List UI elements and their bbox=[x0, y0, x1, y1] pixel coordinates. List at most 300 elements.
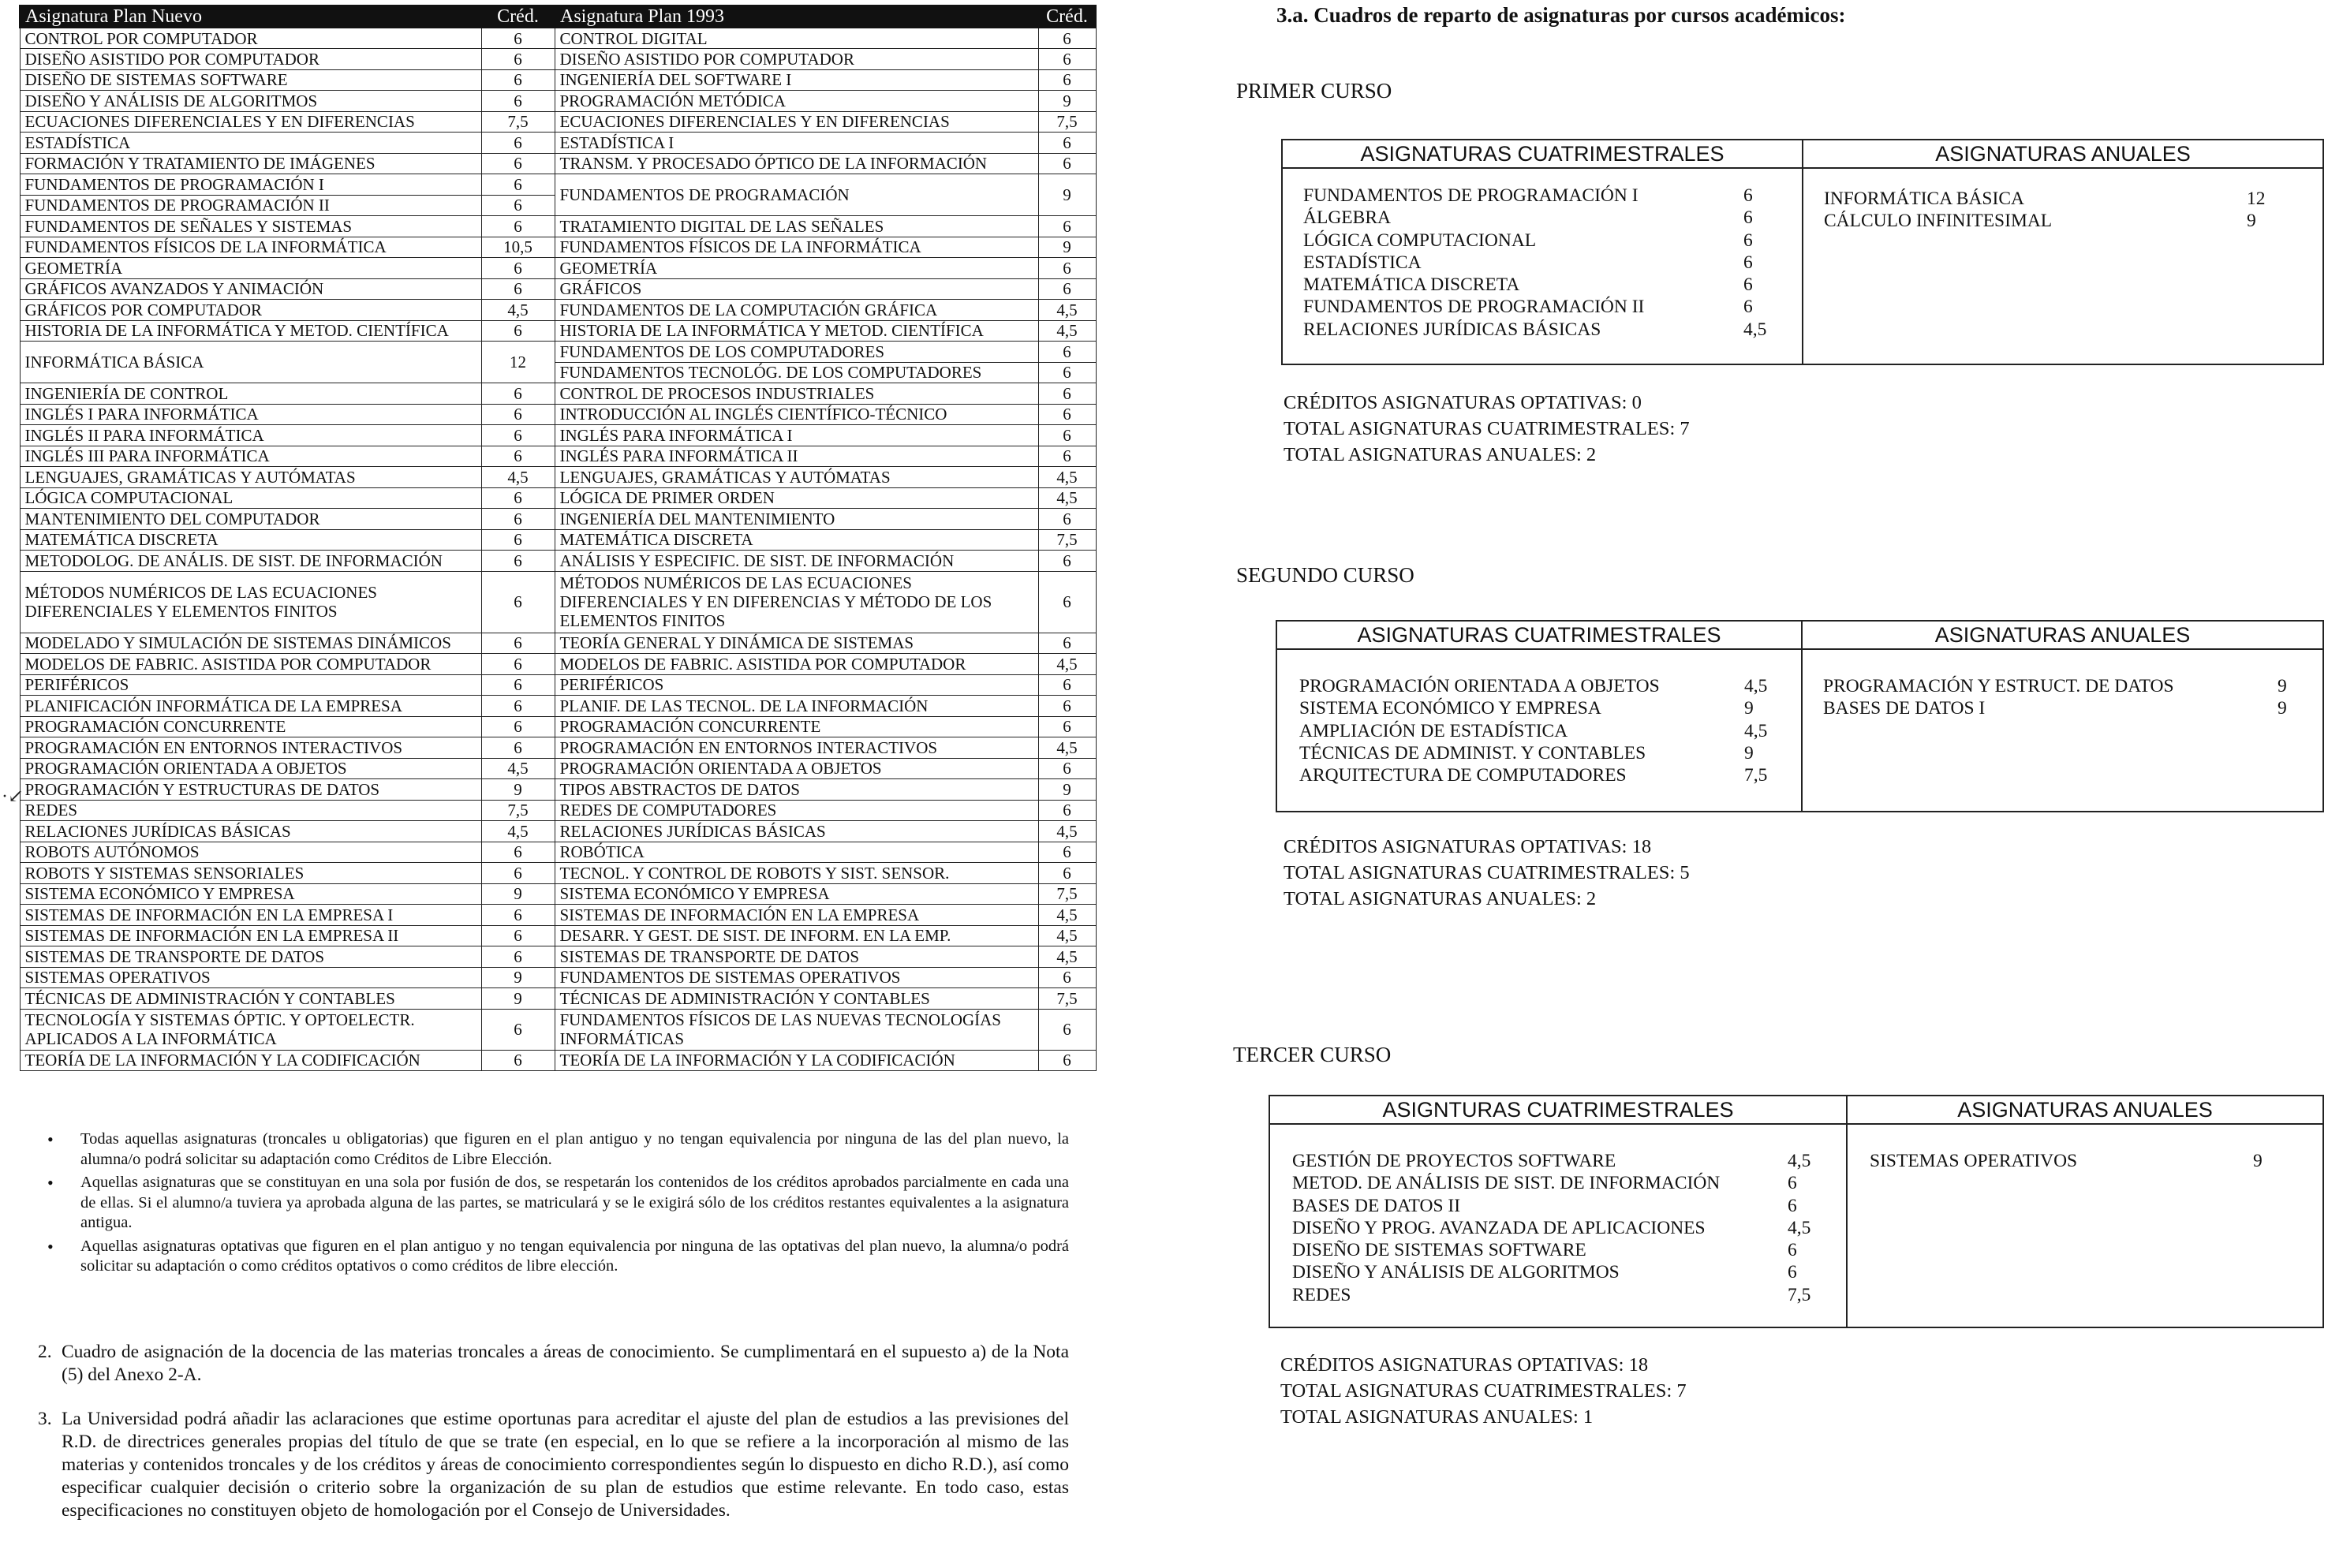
table-row bbox=[20, 863, 1096, 884]
old-subject-cell: PERIFÉRICOS bbox=[555, 674, 1038, 696]
new-subject-cell: SISTEMAS OPERATIVOS bbox=[20, 967, 481, 988]
table-row bbox=[20, 925, 1096, 946]
old-credits-cell: 4,5 bbox=[1038, 821, 1096, 842]
new-subject-cell: GEOMETRÍA bbox=[20, 258, 481, 279]
new-subject-cell: HISTORIA DE LA INFORMÁTICA Y METOD. CIENTÍFICA bbox=[20, 320, 481, 342]
cuatrimestral-header: ASIGNTURAS CUATRIMESTRALES bbox=[1270, 1096, 1846, 1125]
subject-item bbox=[1299, 742, 1754, 764]
old-subject-cell: GEOMETRÍA bbox=[555, 258, 1038, 279]
note-bullet: • Aquellas asignaturas optativas que figuren en el plan antiguo y no tengan equivalencia por ninguna de las optativas del plan nuevo, la alumna/o podrá solicitar su adaptación o como créditos optativos o como créditos de libre elección. bbox=[47, 1237, 1069, 1277]
new-credits-cell: 6 bbox=[481, 278, 555, 300]
header-old-credits: Créd. bbox=[1038, 6, 1096, 28]
old-credits-cell: 7,5 bbox=[1038, 111, 1096, 133]
old-subject-cell: INGLÉS PARA INFORMÁTICA II bbox=[555, 446, 1038, 467]
subject-name: ARQUITECTURA DE COMPUTADORES bbox=[1299, 765, 1627, 786]
old-credits-cell: 6 bbox=[1038, 446, 1096, 467]
old-credits-cell: 9 bbox=[1038, 237, 1096, 258]
subject-credits: 6 bbox=[1743, 230, 1753, 251]
table-row bbox=[20, 654, 1096, 675]
subject-credits: 4,5 bbox=[1788, 1217, 1811, 1238]
new-credits-cell: 6 bbox=[481, 674, 555, 696]
new-subject-cell: SISTEMAS DE TRANSPORTE DE DATOS bbox=[20, 946, 481, 968]
table-row bbox=[20, 320, 1096, 342]
old-credits-cell: 6 bbox=[1038, 133, 1096, 154]
new-credits-cell: 6 bbox=[481, 91, 555, 112]
anual-list bbox=[1824, 188, 2266, 233]
table-row bbox=[20, 216, 1096, 237]
old-credits-cell: 6 bbox=[1038, 674, 1096, 696]
old-subject-cell: TÉCNICAS DE ADMINISTRACIÓN Y CONTABLES bbox=[555, 988, 1038, 1010]
old-credits-cell: 6 bbox=[1038, 153, 1096, 174]
old-subject-cell: SISTEMA ECONÓMICO Y EMPRESA bbox=[555, 883, 1038, 905]
new-credits-cell: 6 bbox=[481, 1009, 555, 1050]
subject-item bbox=[1303, 274, 1753, 296]
new-subject-cell: FUNDAMENTOS DE PROGRAMACIÓN II bbox=[20, 195, 481, 216]
old-subject-cell: INGENIERÍA DEL SOFTWARE I bbox=[555, 69, 1038, 91]
table-row bbox=[20, 487, 1096, 509]
anual-header: ASIGNATURAS ANUALES bbox=[1803, 622, 2322, 650]
new-subject-cell: ROBOTS Y SISTEMAS SENSORIALES bbox=[20, 863, 481, 884]
new-credits-cell: 6 bbox=[481, 925, 555, 946]
new-credits-cell: 4,5 bbox=[481, 758, 555, 779]
table-row bbox=[20, 91, 1096, 112]
table-row bbox=[20, 467, 1096, 488]
table-row bbox=[20, 967, 1096, 988]
subject-name: PROGRAMACIÓN ORIENTADA A OBJETOS bbox=[1299, 676, 1660, 696]
new-credits-cell: 6 bbox=[481, 383, 555, 405]
new-subject-cell: CONTROL POR COMPUTADOR bbox=[20, 28, 481, 49]
table-row bbox=[20, 1050, 1096, 1071]
subject-name: BASES DE DATOS II bbox=[1292, 1195, 1461, 1216]
total-line: TOTAL ASIGNATURAS ANUALES: 1 bbox=[1280, 1406, 1594, 1428]
subject-credits: 4,5 bbox=[1744, 676, 1768, 696]
subject-credits: 6 bbox=[1788, 1240, 1797, 1261]
new-subject-cell: INGLÉS III PARA INFORMÁTICA bbox=[20, 446, 481, 467]
subject-name: DISEÑO Y PROG. AVANZADA DE APLICACIONES bbox=[1292, 1217, 1706, 1238]
anual-list bbox=[1823, 675, 2287, 720]
old-credits-cell: 4,5 bbox=[1038, 320, 1096, 342]
old-credits-cell: 6 bbox=[1038, 633, 1096, 654]
course-totals bbox=[1280, 1352, 1687, 1430]
table-row bbox=[20, 28, 1096, 49]
courses-heading: 3.a. Cuadros de reparto de asignaturas por cursos académicos: bbox=[1276, 3, 1846, 27]
old-credits-cell: 9 bbox=[1038, 174, 1096, 216]
subject-credits: 6 bbox=[1743, 185, 1753, 206]
old-credits-cell: 6 bbox=[1038, 216, 1096, 237]
new-subject-cell: INGLÉS II PARA INFORMÁTICA bbox=[20, 425, 481, 446]
old-credits-cell: 6 bbox=[1038, 383, 1096, 405]
new-subject-cell: MANTENIMIENTO DEL COMPUTADOR bbox=[20, 509, 481, 530]
old-credits-cell: 4,5 bbox=[1038, 300, 1096, 321]
table-row bbox=[20, 883, 1096, 905]
header-new-credits: Créd. bbox=[481, 6, 555, 28]
new-subject-cell: LENGUAJES, GRAMÁTICAS Y AUTÓMATAS bbox=[20, 467, 481, 488]
new-credits-cell: 6 bbox=[481, 404, 555, 425]
subject-name: BASES DE DATOS I bbox=[1823, 698, 1986, 719]
cuatrimestral-list bbox=[1299, 675, 1768, 786]
new-credits-cell: 6 bbox=[481, 551, 555, 572]
table-row bbox=[20, 237, 1096, 258]
table-row bbox=[20, 716, 1096, 737]
old-subject-cell: CONTROL DIGITAL bbox=[555, 28, 1038, 49]
cuatrimestral-list bbox=[1303, 185, 1767, 341]
table-header-row bbox=[20, 6, 1096, 28]
subject-name: GESTIÓN DE PROYECTOS SOFTWARE bbox=[1292, 1151, 1616, 1171]
new-subject-cell: PROGRAMACIÓN CONCURRENTE bbox=[20, 716, 481, 737]
table-row bbox=[20, 529, 1096, 551]
old-subject-cell: ANÁLISIS Y ESPECIFIC. DE SIST. DE INFORMACIÓN bbox=[555, 551, 1038, 572]
old-subject-cell: HISTORIA DE LA INFORMÁTICA Y METOD. CIENTÍFICA bbox=[555, 320, 1038, 342]
table-row bbox=[20, 425, 1096, 446]
new-subject-cell: ROBOTS AUTÓNOMOS bbox=[20, 842, 481, 863]
subject-item bbox=[1303, 185, 1753, 207]
course-box-segundo bbox=[1276, 620, 2324, 812]
table-row bbox=[20, 258, 1096, 279]
new-subject-cell: INGENIERÍA DE CONTROL bbox=[20, 383, 481, 405]
new-credits-cell: 6 bbox=[481, 863, 555, 884]
new-subject-cell: RELACIONES JURÍDICAS BÁSICAS bbox=[20, 821, 481, 842]
new-subject-cell: MODELADO Y SIMULACIÓN DE SISTEMAS DINÁMICOS bbox=[20, 633, 481, 654]
new-credits-cell: 9 bbox=[481, 883, 555, 905]
new-credits-cell: 9 bbox=[481, 967, 555, 988]
new-credits-cell: 6 bbox=[481, 69, 555, 91]
table-row bbox=[20, 342, 1096, 363]
subject-credits: 7,5 bbox=[1788, 1284, 1811, 1305]
old-subject-cell: DISEÑO ASISTIDO POR COMPUTADOR bbox=[555, 49, 1038, 70]
cuatrimestral-column bbox=[1270, 1096, 1846, 1327]
old-credits-cell: 9 bbox=[1038, 779, 1096, 801]
old-credits-cell: 6 bbox=[1038, 278, 1096, 300]
subject-item bbox=[1292, 1195, 1797, 1217]
subject-credits: 4,5 bbox=[1743, 319, 1767, 340]
old-subject-cell: TRATAMIENTO DIGITAL DE LAS SEÑALES bbox=[555, 216, 1038, 237]
old-subject-cell: MODELOS DE FABRIC. ASISTIDA POR COMPUTADOR bbox=[555, 654, 1038, 675]
margin-arrow-mark: ·↙ bbox=[2, 786, 24, 807]
old-credits-cell: 4,5 bbox=[1038, 905, 1096, 926]
table-row bbox=[20, 821, 1096, 842]
new-subject-cell: FUNDAMENTOS DE PROGRAMACIÓN I bbox=[20, 174, 481, 196]
anual-header: ASIGNATURAS ANUALES bbox=[1803, 140, 2322, 169]
new-subject-cell: DISEÑO ASISTIDO POR COMPUTADOR bbox=[20, 49, 481, 70]
subject-name: CÁLCULO INFINITESIMAL bbox=[1824, 211, 2053, 232]
subject-credits: 4,5 bbox=[1788, 1151, 1811, 1171]
table-row bbox=[20, 571, 1096, 633]
old-subject-cell: FUNDAMENTOS FÍSICOS DE LAS NUEVAS TECNOLOGÍAS INFORMÁTICAS bbox=[555, 1009, 1038, 1050]
old-credits-cell: 4,5 bbox=[1038, 467, 1096, 488]
table-row bbox=[20, 383, 1096, 405]
subject-name: PROGRAMACIÓN Y ESTRUCT. DE DATOS bbox=[1823, 676, 2174, 696]
header-old-subject: Asignatura Plan 1993 bbox=[555, 6, 1038, 28]
course-title: PRIMER CURSO bbox=[1236, 79, 1392, 103]
course-box-tercer bbox=[1269, 1095, 2324, 1328]
subject-name: RELACIONES JURÍDICAS BÁSICAS bbox=[1303, 319, 1601, 340]
note-text: Cuadro de asignación de la docencia de las materias troncales a áreas de conocimiento. Se cumplimentará en el supuesto a) de la Nota (5) del Anexo 2-A. bbox=[62, 1342, 1069, 1385]
old-subject-cell: FUNDAMENTOS DE SISTEMAS OPERATIVOS bbox=[555, 967, 1038, 988]
new-credits-cell: 4,5 bbox=[481, 821, 555, 842]
subject-name: DISEÑO Y ANÁLISIS DE ALGORITMOS bbox=[1292, 1262, 1620, 1283]
old-credits-cell: 6 bbox=[1038, 509, 1096, 530]
subject-item bbox=[1823, 675, 2287, 697]
subject-item bbox=[1292, 1284, 1811, 1306]
header-new-subject: Asignatura Plan Nuevo bbox=[20, 6, 481, 28]
subject-credits: 6 bbox=[1788, 1262, 1797, 1283]
subject-item bbox=[1299, 697, 1754, 719]
new-credits-cell: 6 bbox=[481, 425, 555, 446]
subject-credits: 9 bbox=[2278, 698, 2287, 719]
old-credits-cell: 6 bbox=[1038, 362, 1096, 383]
total-line: CRÉDITOS ASIGNATURAS OPTATIVAS: 0 bbox=[1284, 392, 1642, 413]
old-credits-cell: 6 bbox=[1038, 800, 1096, 821]
subject-item bbox=[1303, 252, 1753, 274]
old-credits-cell: 6 bbox=[1038, 758, 1096, 779]
new-subject-cell: FORMACIÓN Y TRATAMIENTO DE IMÁGENES bbox=[20, 153, 481, 174]
old-credits-cell: 6 bbox=[1038, 696, 1096, 717]
new-credits-cell: 6 bbox=[481, 905, 555, 926]
old-subject-cell: LENGUAJES, GRAMÁTICAS Y AUTÓMATAS bbox=[555, 467, 1038, 488]
new-credits-cell: 12 bbox=[481, 342, 555, 383]
old-subject-cell: FUNDAMENTOS DE PROGRAMACIÓN bbox=[555, 174, 1038, 216]
cuatrimestral-column bbox=[1277, 622, 1801, 811]
old-subject-cell: TEORÍA GENERAL Y DINÁMICA DE SISTEMAS bbox=[555, 633, 1038, 654]
note-bullet: • Todas aquellas asignaturas (troncales u obligatorias) que figuren en el plan antiguo y no tengan equivalencia por ninguna de las del plan nuevo, la alumna/o podrá solicitar su adaptación como Créditos de Libre Elección. bbox=[47, 1129, 1069, 1170]
old-credits-cell: 7,5 bbox=[1038, 883, 1096, 905]
table-row bbox=[20, 1009, 1096, 1050]
table-row bbox=[20, 905, 1096, 926]
total-line: CRÉDITOS ASIGNATURAS OPTATIVAS: 18 bbox=[1280, 1354, 1649, 1376]
subject-name: INFORMÁTICA BÁSICA bbox=[1824, 189, 2024, 209]
total-line: TOTAL ASIGNATURAS CUATRIMESTRALES: 5 bbox=[1284, 862, 1690, 883]
course-box-primer bbox=[1281, 139, 2324, 365]
old-subject-cell: ESTADÍSTICA I bbox=[555, 133, 1038, 154]
old-credits-cell: 4,5 bbox=[1038, 925, 1096, 946]
subject-item bbox=[1292, 1150, 1811, 1172]
subject-credits: 7,5 bbox=[1744, 765, 1768, 786]
old-subject-cell: PROGRAMACIÓN ORIENTADA A OBJETOS bbox=[555, 758, 1038, 779]
cuatrimestral-column bbox=[1283, 140, 1802, 364]
old-credits-cell: 6 bbox=[1038, 551, 1096, 572]
subject-item bbox=[1303, 319, 1767, 341]
new-credits-cell: 6 bbox=[481, 946, 555, 968]
note-number: 2. bbox=[38, 1342, 52, 1362]
old-credits-cell: 6 bbox=[1038, 967, 1096, 988]
old-credits-cell: 4,5 bbox=[1038, 946, 1096, 968]
table-row bbox=[20, 153, 1096, 174]
subject-credits: 6 bbox=[1743, 274, 1753, 296]
old-subject-cell: SISTEMAS DE INFORMACIÓN EN LA EMPRESA bbox=[555, 905, 1038, 926]
subject-name: LÓGICA COMPUTACIONAL bbox=[1303, 230, 1537, 251]
new-credits-cell: 6 bbox=[481, 28, 555, 49]
subject-item bbox=[1292, 1239, 1797, 1261]
table-row bbox=[20, 946, 1096, 968]
total-line: TOTAL ASIGNATURAS CUATRIMESTRALES: 7 bbox=[1284, 418, 1690, 439]
new-credits-cell: 10,5 bbox=[481, 237, 555, 258]
course-totals bbox=[1284, 834, 1690, 912]
table-row bbox=[20, 133, 1096, 154]
old-subject-cell: TECNOL. Y CONTROL DE ROBOTS Y SIST. SENSOR. bbox=[555, 863, 1038, 884]
old-subject-cell: LÓGICA DE PRIMER ORDEN bbox=[555, 487, 1038, 509]
old-subject-cell: INTRODUCCIÓN AL INGLÉS CIENTÍFICO-TÉCNICO bbox=[555, 404, 1038, 425]
old-subject-cell: TIPOS ABSTRACTOS DE DATOS bbox=[555, 779, 1038, 801]
new-subject-cell: INGLÉS I PARA INFORMÁTICA bbox=[20, 404, 481, 425]
new-subject-cell: TÉCNICAS DE ADMINISTRACIÓN Y CONTABLES bbox=[20, 988, 481, 1010]
new-credits-cell: 7,5 bbox=[481, 111, 555, 133]
subject-credits: 6 bbox=[1743, 207, 1753, 229]
old-credits-cell: 6 bbox=[1038, 404, 1096, 425]
note-text: La Universidad podrá añadir las aclaraciones que estime oportunas para acreditar el ajuste del plan de estudios a las previsiones del R.D. de directrices generales propias del título de que se trate (en especial, en lo que se refiere a la incorporación al mismo de las materias y contenidos troncales y de los créditos y áreas de conocimiento correspondientes según lo dispuesto en dicho R.D.), así como especificar cualquier decisión o criterio sobre la organización de su plan de estudios que estime relevante. En todo caso, estas especificaciones no constituyen objeto de homologación por el Consejo de Universidades. bbox=[62, 1409, 1069, 1521]
table-row bbox=[20, 111, 1096, 133]
table-row bbox=[20, 674, 1096, 696]
table-row bbox=[20, 779, 1096, 801]
table-row bbox=[20, 69, 1096, 91]
subject-name: REDES bbox=[1292, 1284, 1351, 1305]
table-row bbox=[20, 988, 1096, 1010]
new-credits-cell: 6 bbox=[481, 696, 555, 717]
total-line: TOTAL ASIGNATURAS ANUALES: 2 bbox=[1284, 888, 1597, 909]
table-row bbox=[20, 49, 1096, 70]
new-credits-cell: 6 bbox=[481, 174, 555, 196]
subject-name: TÉCNICAS DE ADMINIST. Y CONTABLES bbox=[1299, 742, 1646, 763]
notes-bullet-list bbox=[47, 1129, 1069, 1280]
subject-name: ÁLGEBRA bbox=[1303, 207, 1391, 229]
old-credits-cell: 7,5 bbox=[1038, 529, 1096, 551]
old-subject-cell: CONTROL DE PROCESOS INDUSTRIALES bbox=[555, 383, 1038, 405]
new-credits-cell: 7,5 bbox=[481, 800, 555, 821]
total-line: CRÉDITOS ASIGNATURAS OPTATIVAS: 18 bbox=[1284, 836, 1652, 857]
new-credits-cell: 6 bbox=[481, 509, 555, 530]
subject-name: SISTEMA ECONÓMICO Y EMPRESA bbox=[1299, 698, 1601, 719]
numbered-note bbox=[38, 1408, 1069, 1522]
subject-item bbox=[1303, 230, 1753, 252]
old-subject-cell: TRANSM. Y PROCESADO ÓPTICO DE LA INFORMACIÓN bbox=[555, 153, 1038, 174]
old-credits-cell: 6 bbox=[1038, 28, 1096, 49]
table-row bbox=[20, 696, 1096, 717]
anual-column bbox=[1846, 1096, 2322, 1327]
new-subject-cell: INFORMÁTICA BÁSICA bbox=[20, 342, 481, 383]
new-credits-cell: 6 bbox=[481, 320, 555, 342]
new-subject-cell: PLANIFICACIÓN INFORMÁTICA DE LA EMPRESA bbox=[20, 696, 481, 717]
anual-column bbox=[1801, 622, 2322, 811]
subject-credits: 9 bbox=[2278, 676, 2287, 696]
subject-credits: 6 bbox=[1788, 1173, 1797, 1194]
subject-item bbox=[1299, 764, 1768, 786]
subject-item bbox=[1824, 188, 2266, 210]
subject-credits: 6 bbox=[1743, 252, 1753, 273]
new-credits-cell: 6 bbox=[481, 1050, 555, 1071]
subject-credits: 12 bbox=[2247, 189, 2266, 209]
old-subject-cell: PROGRAMACIÓN METÓDICA bbox=[555, 91, 1038, 112]
new-subject-cell: SISTEMAS DE INFORMACIÓN EN LA EMPRESA II bbox=[20, 925, 481, 946]
subject-name: FUNDAMENTOS DE PROGRAMACIÓN I bbox=[1303, 185, 1639, 206]
equivalence-table-body bbox=[20, 28, 1096, 1071]
new-subject-cell: MÉTODOS NUMÉRICOS DE LAS ECUACIONES DIFERENCIALES Y ELEMENTOS FINITOS bbox=[20, 571, 481, 633]
subject-name: DISEÑO DE SISTEMAS SOFTWARE bbox=[1292, 1240, 1586, 1261]
old-credits-cell: 9 bbox=[1038, 91, 1096, 112]
subject-credits: 4,5 bbox=[1744, 720, 1768, 741]
subject-name: FUNDAMENTOS DE PROGRAMACIÓN II bbox=[1303, 297, 1645, 318]
old-credits-cell: 4,5 bbox=[1038, 654, 1096, 675]
new-subject-cell: DISEÑO Y ANÁLISIS DE ALGORITMOS bbox=[20, 91, 481, 112]
new-credits-cell: 6 bbox=[481, 195, 555, 216]
new-subject-cell: METODOLOG. DE ANÁLIS. DE SIST. DE INFORMACIÓN bbox=[20, 551, 481, 572]
new-credits-cell: 4,5 bbox=[481, 467, 555, 488]
new-credits-cell: 6 bbox=[481, 654, 555, 675]
new-credits-cell: 6 bbox=[481, 633, 555, 654]
table-row bbox=[20, 509, 1096, 530]
anual-column bbox=[1802, 140, 2322, 364]
old-credits-cell: 6 bbox=[1038, 258, 1096, 279]
new-credits-cell: 6 bbox=[481, 529, 555, 551]
subject-credits: 9 bbox=[1744, 742, 1754, 763]
new-subject-cell: MATEMÁTICA DISCRETA bbox=[20, 529, 481, 551]
new-subject-cell: REDES bbox=[20, 800, 481, 821]
old-subject-cell: PLANIF. DE LAS TECNOL. DE LA INFORMACIÓN bbox=[555, 696, 1038, 717]
cuatrimestral-header: ASIGNATURAS CUATRIMESTRALES bbox=[1277, 622, 1801, 650]
table-row bbox=[20, 446, 1096, 467]
subject-credits: 9 bbox=[2253, 1151, 2263, 1171]
table-row bbox=[20, 737, 1096, 759]
new-credits-cell: 6 bbox=[481, 153, 555, 174]
old-credits-cell: 6 bbox=[1038, 1009, 1096, 1050]
new-credits-cell: 6 bbox=[481, 258, 555, 279]
new-credits-cell: 6 bbox=[481, 842, 555, 863]
new-subject-cell: ECUACIONES DIFERENCIALES Y EN DIFERENCIAS bbox=[20, 111, 481, 133]
subject-credits: 6 bbox=[1743, 297, 1753, 318]
new-credits-cell: 4,5 bbox=[481, 300, 555, 321]
total-line: TOTAL ASIGNATURAS CUATRIMESTRALES: 7 bbox=[1280, 1380, 1687, 1402]
notes-numbered-list bbox=[38, 1341, 1069, 1544]
old-credits-cell: 6 bbox=[1038, 571, 1096, 633]
new-subject-cell: SISTEMAS DE INFORMACIÓN EN LA EMPRESA I bbox=[20, 905, 481, 926]
old-credits-cell: 6 bbox=[1038, 1050, 1096, 1071]
subject-credits: 6 bbox=[1788, 1195, 1797, 1216]
cuatrimestral-header: ASIGNATURAS CUATRIMESTRALES bbox=[1283, 140, 1802, 169]
old-subject-cell: DESARR. Y GEST. DE SIST. DE INFORM. EN LA EMP. bbox=[555, 925, 1038, 946]
old-subject-cell: ROBÓTICA bbox=[555, 842, 1038, 863]
table-row bbox=[20, 300, 1096, 321]
course-title: SEGUNDO CURSO bbox=[1236, 563, 1414, 587]
note-number: 3. bbox=[38, 1409, 52, 1429]
subject-item bbox=[1299, 720, 1768, 742]
subject-item bbox=[1824, 210, 2256, 232]
new-subject-cell: FUNDAMENTOS FÍSICOS DE LA INFORMÁTICA bbox=[20, 237, 481, 258]
new-subject-cell: FUNDAMENTOS DE SEÑALES Y SISTEMAS bbox=[20, 216, 481, 237]
subject-item bbox=[1292, 1261, 1797, 1283]
old-subject-cell: INGLÉS PARA INFORMÁTICA I bbox=[555, 425, 1038, 446]
subject-name: ESTADÍSTICA bbox=[1303, 252, 1422, 273]
old-subject-cell: ECUACIONES DIFERENCIALES Y EN DIFERENCIAS bbox=[555, 111, 1038, 133]
new-credits-cell: 6 bbox=[481, 487, 555, 509]
subject-name: MATEMÁTICA DISCRETA bbox=[1303, 274, 1520, 296]
anual-header: ASIGNATURAS ANUALES bbox=[1848, 1096, 2322, 1125]
new-credits-cell: 6 bbox=[481, 49, 555, 70]
old-subject-cell: RELACIONES JURÍDICAS BÁSICAS bbox=[555, 821, 1038, 842]
old-credits-cell: 4,5 bbox=[1038, 737, 1096, 759]
new-subject-cell: SISTEMA ECONÓMICO Y EMPRESA bbox=[20, 883, 481, 905]
old-subject-cell: FUNDAMENTOS DE LA COMPUTACIÓN GRÁFICA bbox=[555, 300, 1038, 321]
old-subject-cell: SISTEMAS DE TRANSPORTE DE DATOS bbox=[555, 946, 1038, 968]
old-subject-cell: PROGRAMACIÓN EN ENTORNOS INTERACTIVOS bbox=[555, 737, 1038, 759]
subject-item bbox=[1303, 207, 1753, 229]
old-credits-cell: 6 bbox=[1038, 425, 1096, 446]
anual-list bbox=[1870, 1150, 2263, 1172]
new-subject-cell: MODELOS DE FABRIC. ASISTIDA POR COMPUTADOR bbox=[20, 654, 481, 675]
subject-item bbox=[1823, 697, 2287, 719]
new-subject-cell: PROGRAMACIÓN Y ESTRUCTURAS DE DATOS bbox=[20, 779, 481, 801]
old-subject-cell: FUNDAMENTOS DE LOS COMPUTADORES bbox=[555, 342, 1038, 363]
old-subject-cell: MÉTODOS NUMÉRICOS DE LAS ECUACIONES DIFERENCIALES Y EN DIFERENCIAS Y MÉTODO DE LOS ELEMENTOS FINITOS bbox=[555, 571, 1038, 633]
table-row bbox=[20, 800, 1096, 821]
old-credits-cell: 6 bbox=[1038, 716, 1096, 737]
